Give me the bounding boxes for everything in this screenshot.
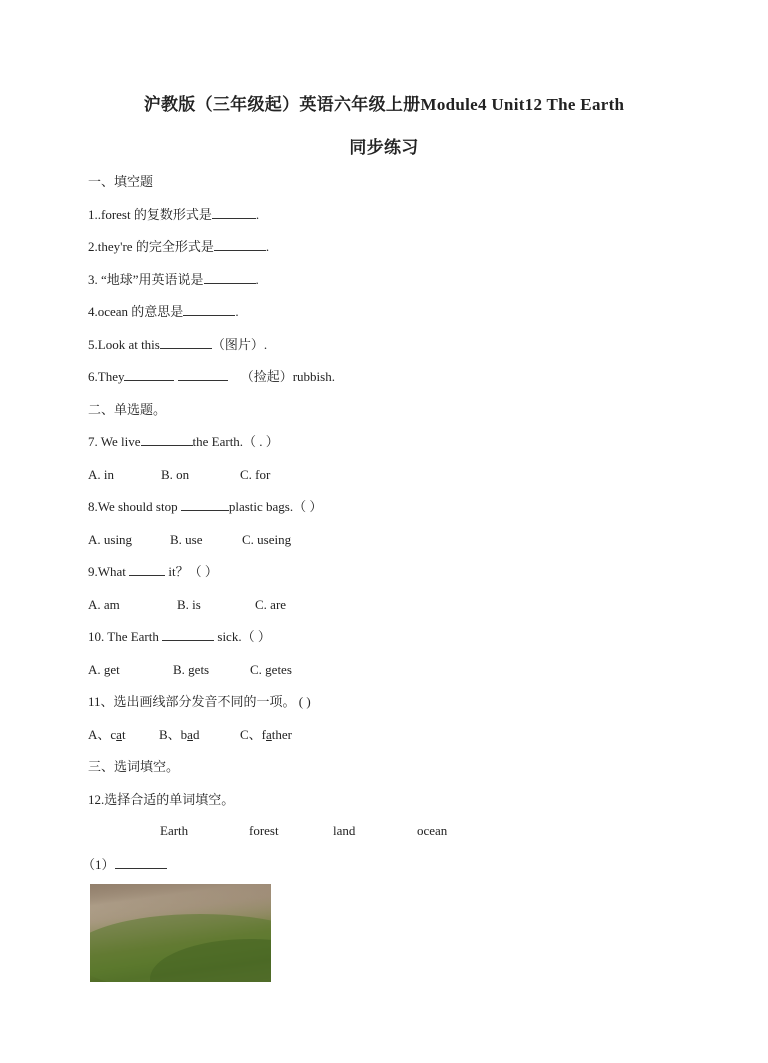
question-7-options: [88, 466, 270, 484]
question-11-options: [88, 726, 292, 744]
question-text-end: sick.（ ）: [214, 629, 271, 644]
question-text-end: .: [235, 304, 239, 319]
question-1: [88, 206, 259, 224]
option-a[interactable]: A. in: [88, 467, 114, 482]
question-text-end: it？（ ）: [165, 564, 218, 579]
option-c[interactable]: C. are: [255, 597, 287, 612]
word-option-ocean: ocean: [417, 823, 448, 838]
word-option-land: land: [333, 823, 356, 838]
answer-blank[interactable]: [115, 856, 167, 869]
question-text: 10. The Earth: [88, 629, 163, 644]
question-7: [88, 433, 279, 451]
question-text: 1..forest 的复数形式是: [88, 207, 212, 222]
question-text: 8.We should stop: [88, 499, 181, 514]
option-a[interactable]: A. using: [88, 532, 133, 547]
option-c[interactable]: C. useing: [242, 532, 292, 547]
answer-blank[interactable]: [162, 628, 214, 641]
question-text-end: （捡起）rubbish.: [240, 369, 335, 384]
option-a[interactable]: A. get: [88, 662, 120, 677]
question-text-end: plastic bags.（ ）: [228, 499, 323, 514]
question-10-options: [88, 661, 292, 679]
question-text: 5.Look at this: [88, 337, 160, 352]
answer-blank[interactable]: [181, 498, 229, 511]
question-8-options: [88, 531, 291, 549]
option-b[interactable]: B、bad: [159, 727, 200, 742]
landscape-photo: [90, 884, 271, 982]
question-10: [88, 628, 271, 646]
question-3: [88, 271, 259, 289]
answer-blank[interactable]: [212, 206, 256, 219]
section-heading-choose-words: 三、选词填空。: [88, 759, 180, 774]
question-6: [88, 368, 335, 386]
option-c[interactable]: C. getes: [250, 662, 292, 677]
option-b[interactable]: B. on: [161, 467, 190, 482]
option-c[interactable]: C. for: [240, 467, 271, 482]
question-4: [88, 303, 239, 321]
question-12: 12.选择合适的单词填空。: [88, 792, 235, 807]
question-9-options: [88, 596, 286, 614]
option-b[interactable]: B. gets: [173, 662, 210, 677]
question-text-end: the Earth.（ . ）: [192, 434, 279, 449]
question-text-end: .: [265, 239, 270, 254]
question-text-end: （图片）.: [211, 337, 268, 352]
question-8: [88, 498, 322, 516]
question-text: 2.they're 的完全形式是: [88, 239, 214, 254]
document-title: 沪教版（三年级起）英语六年级上册Module4 Unit12 The Earth: [143, 95, 625, 114]
question-text-end: .: [255, 272, 259, 287]
question-9: [88, 563, 218, 581]
question-text: 4.ocean 的意思是: [88, 304, 184, 319]
question-text: 7. We live: [88, 434, 141, 449]
answer-blank-2[interactable]: [178, 368, 228, 381]
answer-blank[interactable]: [204, 271, 256, 284]
section-heading-fill-blanks: 一、填空题: [88, 174, 154, 189]
question-text: 9.What: [88, 564, 130, 579]
answer-blank[interactable]: [141, 433, 193, 446]
section-heading-single-choice: 二、单选题。: [88, 402, 167, 417]
word-option-earth: Earth: [160, 823, 189, 838]
question-5: [88, 336, 267, 354]
answer-blank[interactable]: [160, 336, 212, 349]
answer-blank-1[interactable]: [124, 368, 174, 381]
word-option-forest: forest: [249, 823, 279, 838]
question-2: [88, 238, 269, 256]
answer-blank[interactable]: [129, 563, 165, 576]
question-11: 11、选出画线部分发音不同的一项。 ( ): [88, 694, 311, 709]
item-number: （1）: [82, 857, 115, 872]
document-subtitle: 同步练习: [349, 138, 419, 157]
option-b[interactable]: B. use: [170, 532, 203, 547]
option-a[interactable]: A、cat: [88, 727, 126, 742]
question-text-end: .: [255, 207, 260, 222]
option-b[interactable]: B. is: [177, 597, 201, 612]
answer-blank[interactable]: [183, 303, 235, 316]
question-12-item-1: [82, 856, 167, 874]
option-c[interactable]: C、father: [240, 727, 293, 742]
option-a[interactable]: A. am: [88, 597, 120, 612]
question-text: 6.They: [88, 369, 125, 384]
question-text: 3. “地球”用英语说是: [88, 272, 204, 287]
answer-blank[interactable]: [214, 238, 266, 251]
